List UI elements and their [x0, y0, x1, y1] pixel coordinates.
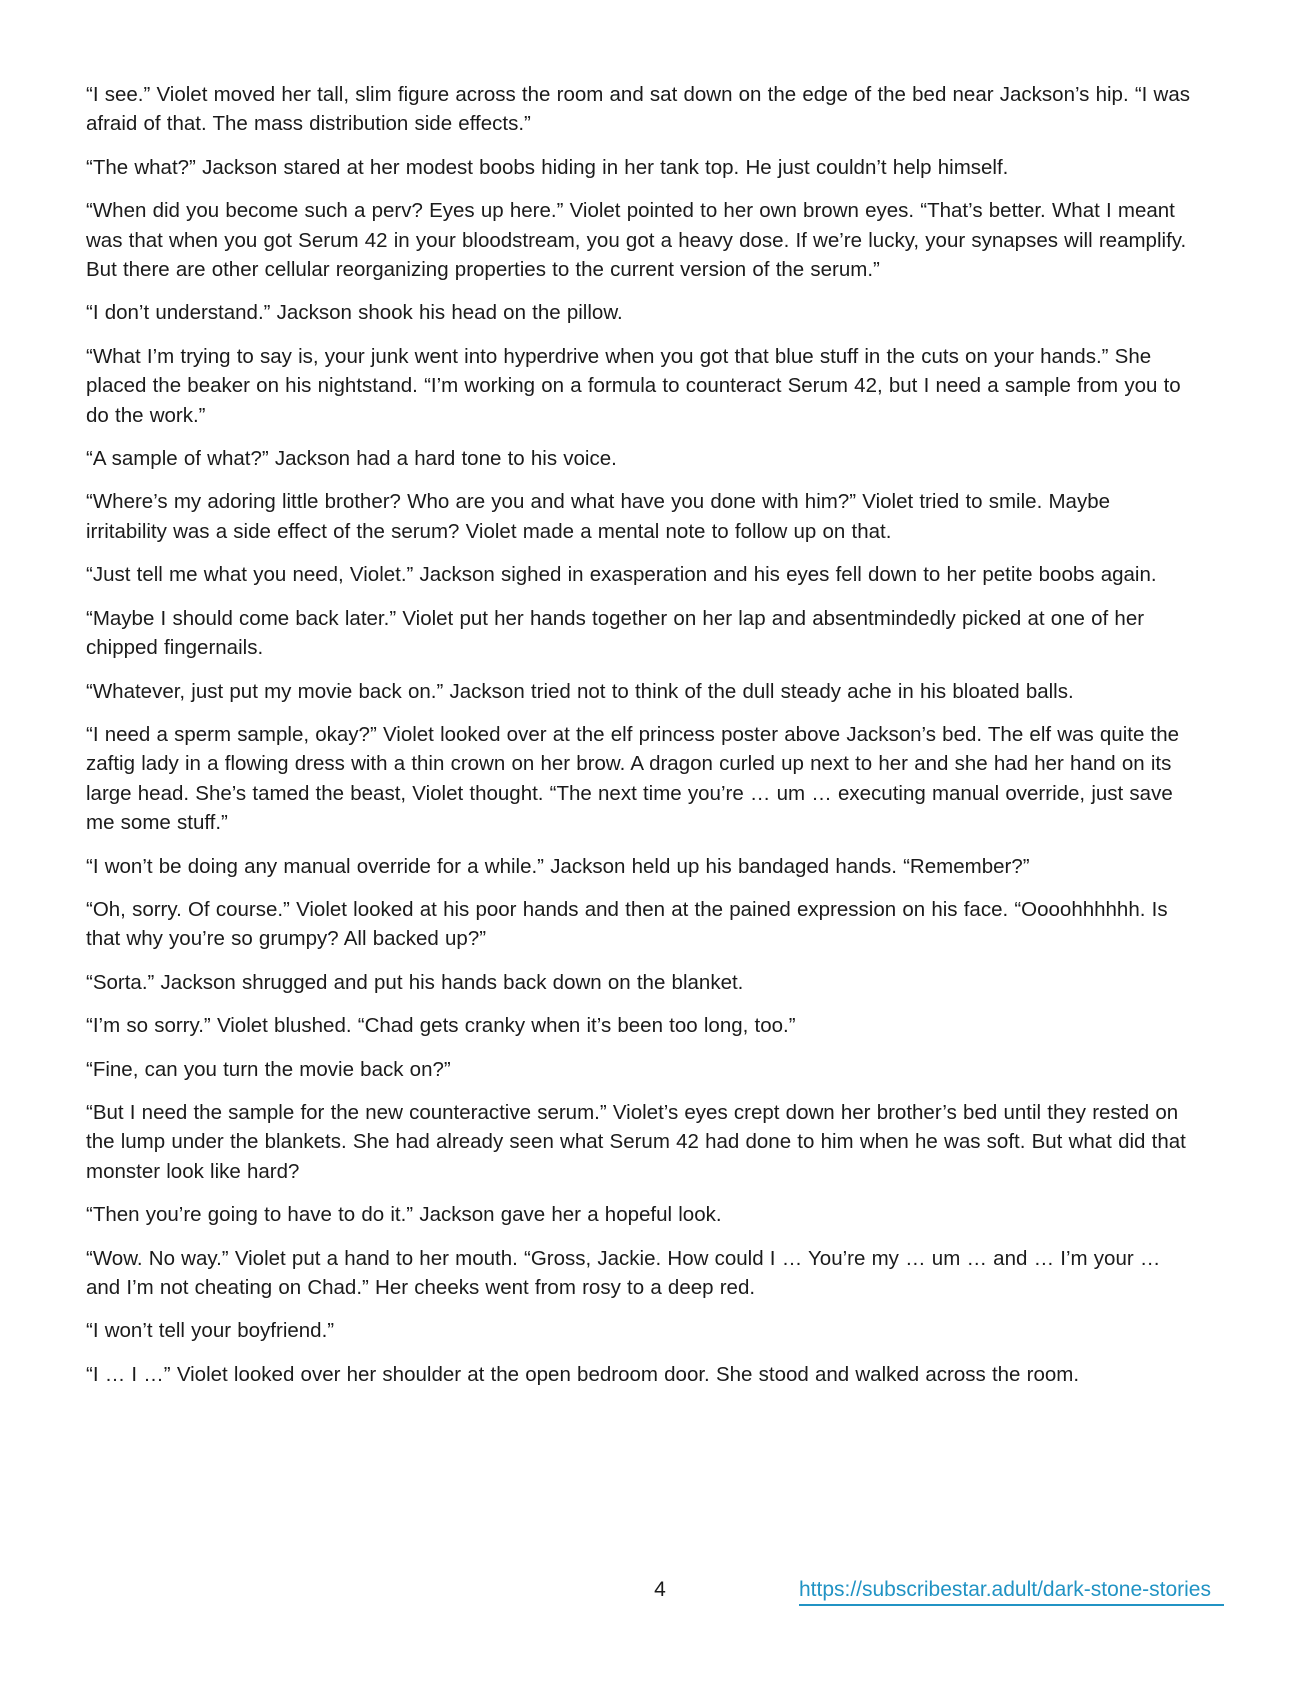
paragraph: “I won’t tell your boyfriend.”	[86, 1319, 335, 1343]
paragraph: “The what?” Jackson stared at her modest boobs hiding in her tank top. He just couldn’t help himself.	[86, 155, 1009, 179]
paragraph: “But I need the sample for the new counteractive serum.” Violet’s eyes crept down her brother’s bed until they rested on the lump under the blankets. She had already seen what Serum 42 had done to him when he was soft. But what did that monster look like hard?	[86, 1100, 1186, 1183]
paragraph: “I won’t be doing any manual override for a while.” Jackson held up his bandaged hands. “Remember?”	[86, 854, 1030, 878]
paragraph: “I’m so sorry.” Violet blushed. “Chad gets cranky when it’s been too long, too.”	[86, 1014, 796, 1038]
paragraph: “A sample of what?” Jackson had a hard tone to his voice.	[86, 447, 617, 471]
paragraph: “I see.” Violet moved her tall, slim figure across the room and sat down on the edge of the bed near Jackson’s hip. “I was afraid of that. The mass distribution side effects.”	[86, 83, 1191, 136]
paragraph: “Where’s my adoring little brother? Who are you and what have you done with him?” Violet tried to smile. Maybe irritability was a side effect of the serum? Violet made a mental note to follow up on that.	[86, 490, 1110, 543]
paragraph: “I … I …” Violet looked over her shoulder at the open bedroom door. She stood and walked across the room.	[86, 1362, 1080, 1386]
paragraph: “Oh, sorry. Of course.” Violet looked at his poor hands and then at the pained expression on his face. “Oooohhhhhh. Is that why you’re so grumpy? All backed up?”	[86, 897, 1168, 951]
paragraph: “Maybe I should come back later.” Violet put her hands together on her lap and absentmindedly picked at one of her chipped fingernails.	[86, 606, 1145, 660]
subscribestar-link[interactable]: https://subscribestar.adult/dark-stone-stories	[799, 1576, 1224, 1606]
paragraph: “When did you become such a perv? Eyes up here.” Violet pointed to her own brown eyes. “That’s better. What I meant was that when you got Serum 42 in your bloodstream, you got a heavy dose. If we’re lucky, your synapses will reamplify. But there are other cellular reorganizing properties to the current version of the serum.”	[86, 199, 1187, 282]
paragraph: “I need a sperm sample, okay?” Violet looked over at the elf princess poster above Jackson’s bed. The elf was quite the zaftig lady in a flowing dress with a thin crown on her brow. A dragon curled up next to her and she had her hand on its large head. She’s tamed the beast, Violet thought. “The next time you’re … um … executing manual override, just save me some stuff.”	[86, 722, 1180, 835]
paragraph: “Sorta.” Jackson shrugged and put his hands back down on the blanket.	[86, 970, 744, 994]
paragraph: “Fine, can you turn the movie back on?”	[86, 1057, 451, 1081]
page-number: 4	[654, 1578, 666, 1601]
paragraph: “Then you’re going to have to do it.” Jackson gave her a hopeful look.	[86, 1203, 722, 1227]
paragraph: “I don’t understand.” Jackson shook his head on the pillow.	[86, 301, 623, 325]
paragraph: “Wow. No way.” Violet put a hand to her mouth. “Gross, Jackie. How could I … You’re my … um … and … I’m your … and I’m not cheating on Chad.” Her cheeks went from rosy to a deep red.	[86, 1246, 1161, 1299]
paragraph: “Whatever, just put my movie back on.” Jackson tried not to think of the dull steady ache in his bloated balls.	[86, 679, 1074, 703]
page-footer	[0, 1576, 1300, 1608]
paragraph: “Just tell me what you need, Violet.” Jackson sighed in exasperation and his eyes fell down to her petite boobs again.	[86, 563, 1157, 587]
paragraph: “What I’m trying to say is, your junk went into hyperdrive when you got that blue stuff in the cuts on your hands.” She placed the beaker on his nightstand. “I’m working on a formula to counteract Serum 42, but I need a sample from you to do the work.”	[86, 344, 1181, 427]
document-body	[86, 80, 1191, 1403]
